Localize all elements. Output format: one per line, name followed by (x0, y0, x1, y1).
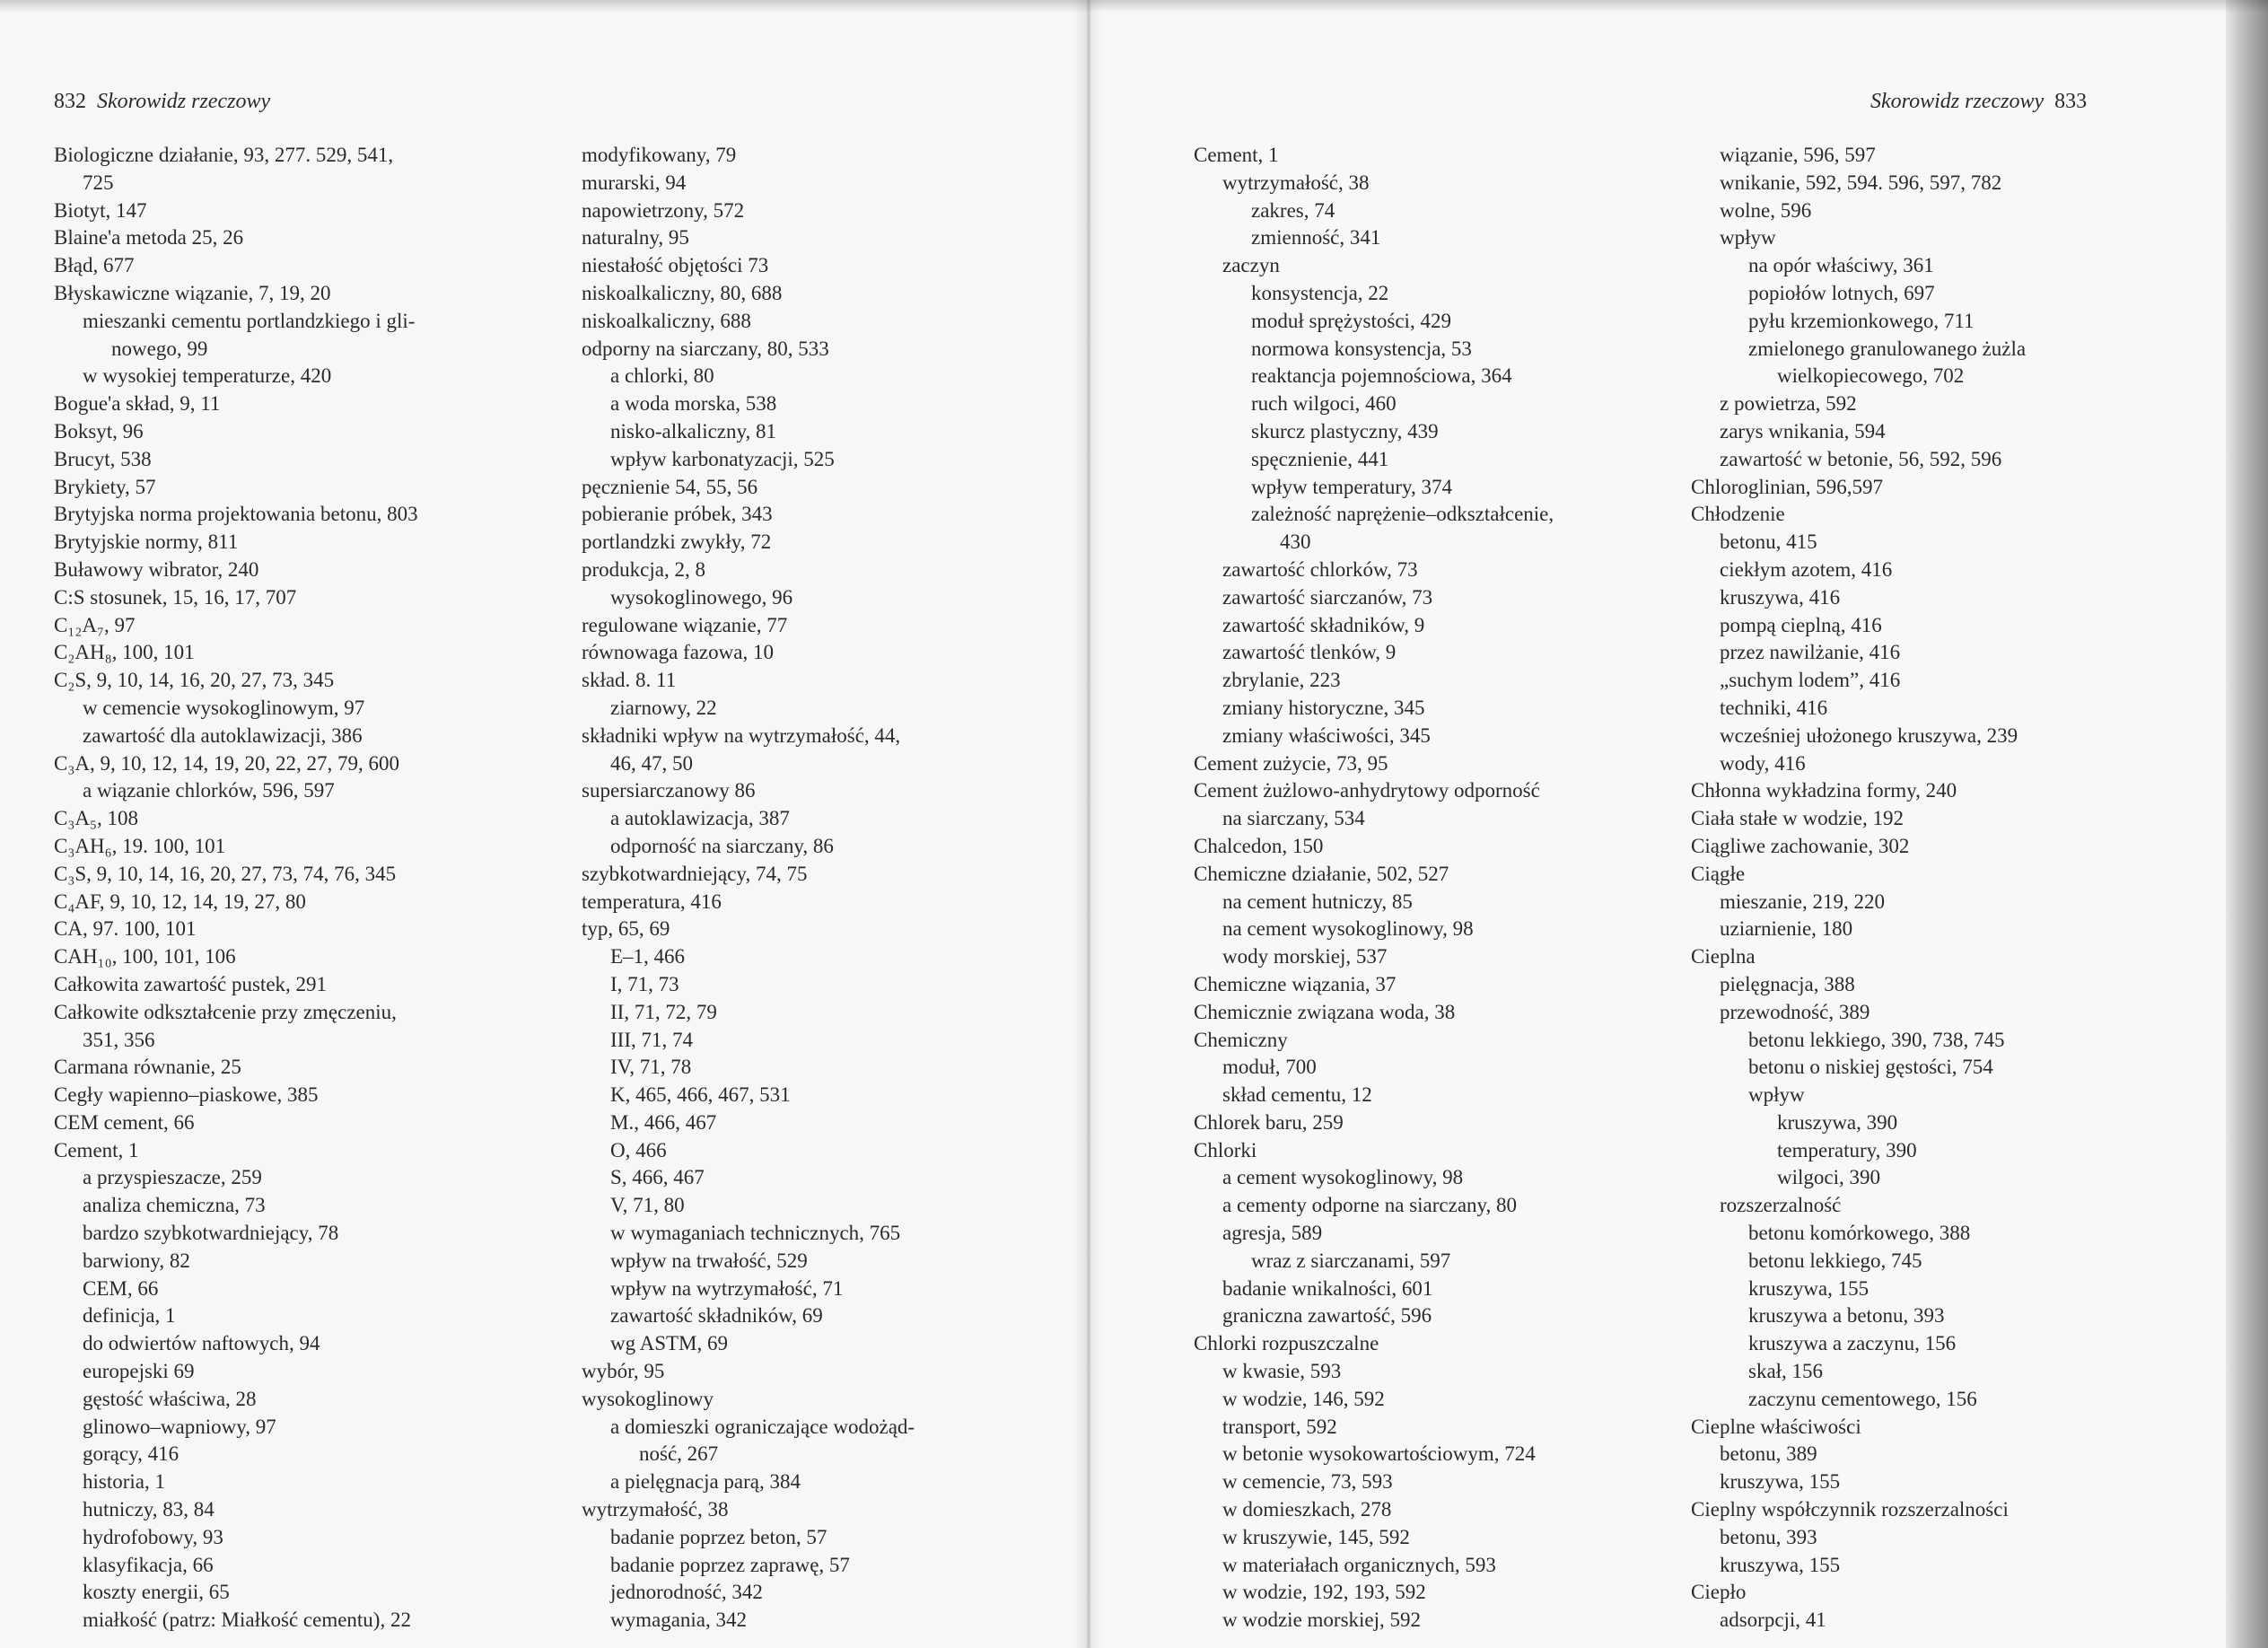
index-column-2 (582, 142, 1030, 1635)
index-entry: Cement, 1 (1194, 144, 1279, 166)
index-entry: moduł, 700 (1222, 1056, 1317, 1079)
index-entry: reaktancja pojemnościowa, 364 (1251, 364, 1512, 388)
index-entry: Buławowy wibrator, 240 (54, 557, 259, 581)
index-entry: Cement żużlowo-anhydrytowy odporność (1194, 779, 1540, 802)
right-page-header (1870, 90, 2087, 114)
right-page-number: 833 (2054, 90, 2088, 113)
index-entry: europejski 69 (83, 1360, 195, 1383)
index-entry: a przyspieszacze, 259 (83, 1166, 262, 1189)
index-entry: Chłonna wykładzina formy, 240 (1691, 779, 1957, 802)
index-entry: wcześniej ułożonego kruszywa, 239 (1720, 723, 2018, 747)
index-entry: a wiązanie chlorków, 596, 597 (83, 779, 335, 802)
index-entry: pobieranie próbek, 343 (582, 503, 773, 526)
index-entry: do odwiertów naftowych, 94 (83, 1332, 320, 1355)
index-entry: temperatury, 390 (1777, 1138, 1917, 1161)
index-entry: graniczna zawartość, 596 (1222, 1304, 1432, 1328)
index-entry: zmiany historyczne, 345 (1222, 696, 1425, 719)
index-entry: glinowo–wapniowy, 97 (83, 1415, 276, 1438)
index-entry: 430 (1280, 530, 1311, 554)
index-entry: produkcja, 2, 8 (582, 557, 705, 581)
index-entry: hydrofobowy, 93 (83, 1525, 223, 1548)
index-entry: w wodzie, 192, 193, 592 (1222, 1581, 1426, 1604)
index-entry: w wodzie morskiej, 592 (1222, 1609, 1422, 1632)
index-entry: C₃AH₆, 19. 100, 101 (54, 834, 226, 857)
index-entry: wg ASTM, 69 (610, 1332, 728, 1355)
index-entry: Brytyjskie normy, 811 (54, 530, 239, 554)
index-entry: Błąd, 677 (54, 254, 135, 277)
page-edge (2226, 0, 2268, 1648)
index-entry: Cement, 1 (54, 1138, 139, 1161)
index-entry: zawartość chlorków, 73 (1222, 557, 1418, 581)
index-entry: Całkowite odkształcenie przy zmęczeniu, (54, 1000, 397, 1023)
index-entry: zawartość siarczanów, 73 (1222, 585, 1433, 609)
index-entry: ność, 267 (639, 1442, 719, 1466)
index-entry: na cement hutniczy, 85 (1222, 890, 1413, 913)
index-entry: w cemencie, 73, 593 (1222, 1470, 1393, 1494)
index-entry: C₄AF, 9, 10, 12, 14, 19, 27, 80 (54, 890, 306, 913)
index-entry: murarski, 94 (582, 171, 687, 194)
index-entry: przewodność, 389 (1720, 1000, 1870, 1023)
index-entry: V, 71, 80 (610, 1194, 685, 1217)
index-entry: Cement zużycie, 73, 95 (1194, 751, 1388, 775)
index-entry: skurcz plastyczny, 439 (1251, 419, 1439, 443)
index-entry: nowego, 99 (111, 337, 208, 360)
index-entry: niestałość objętości 73 (582, 254, 769, 277)
index-entry: Cieplny współczynnik rozszerzalności (1691, 1498, 2009, 1521)
index-entry: C₂AH₈, 100, 101 (54, 641, 195, 664)
index-entry: Boksyt, 96 (54, 419, 144, 443)
index-entry: w domieszkach, 278 (1222, 1498, 1392, 1521)
index-entry: CEM, 66 (83, 1276, 159, 1300)
index-entry: nisko-alkaliczny, 81 (610, 419, 777, 443)
index-entry: C₂S, 9, 10, 14, 16, 20, 27, 73, 345 (54, 669, 335, 692)
index-entry: Ciągłe (1691, 862, 1746, 885)
index-entry: przez nawilżanie, 416 (1720, 641, 1901, 664)
index-entry: moduł sprężystości, 429 (1251, 309, 1451, 332)
index-entry: zmienność, 341 (1251, 226, 1381, 250)
index-entry: zmielonego granulowanego żużla (1748, 337, 2027, 360)
index-entry: Ciepło (1691, 1581, 1747, 1604)
index-entry: kruszywa, 416 (1720, 585, 1841, 609)
index-entry: zmiany właściwości, 345 (1222, 723, 1431, 747)
index-entry: w wysokiej temperaturze, 420 (83, 364, 332, 388)
index-entry: typ, 65, 69 (582, 917, 670, 941)
index-entry: wnikanie, 592, 594. 596, 597, 782 (1720, 171, 2002, 194)
index-entry: kruszywa, 155 (1748, 1276, 1870, 1300)
index-entry: betonu, 393 (1720, 1525, 1817, 1548)
index-entry: hutniczy, 83, 84 (83, 1498, 215, 1521)
index-entry: Brytyjska norma projektowania betonu, 803 (54, 503, 418, 526)
index-entry: ziarnowy, 22 (610, 696, 717, 719)
index-entry: w kruszywie, 145, 592 (1222, 1525, 1410, 1548)
index-entry: wpływ temperatury, 374 (1251, 475, 1452, 498)
index-entry: „suchym lodem”, 416 (1720, 669, 1901, 692)
index-entry: betonu, 389 (1720, 1442, 1817, 1466)
index-entry: w wymaganiach technicznych, 765 (610, 1222, 901, 1245)
index-entry: zawartość w betonie, 56, 592, 596 (1720, 447, 2002, 470)
index-entry: 46, 47, 50 (610, 751, 693, 775)
index-entry: wpływ (1720, 226, 1776, 250)
index-entry: wpływ (1748, 1083, 1805, 1107)
index-entry: 351, 356 (83, 1028, 155, 1051)
index-entry: kruszywa, 155 (1720, 1470, 1841, 1494)
index-entry: Chemiczny (1194, 1028, 1288, 1051)
index-entry: miałkość (patrz: Miałkość cementu), 22 (83, 1609, 411, 1632)
index-entry: a chlorki, 80 (610, 364, 714, 388)
index-entry: a woda morska, 538 (610, 392, 777, 416)
index-entry: konsystencja, 22 (1251, 281, 1389, 304)
left-page (0, 0, 1088, 1648)
index-entry: regulowane wiązanie, 77 (582, 613, 788, 636)
index-entry: badanie poprzez zaprawę, 57 (610, 1553, 850, 1576)
index-entry: napowietrzony, 572 (582, 198, 745, 222)
index-entry: naturalny, 95 (582, 226, 689, 250)
index-entry: C₃A, 9, 10, 12, 14, 19, 20, 22, 27, 79, 600 (54, 751, 399, 775)
index-entry: ruch wilgoci, 460 (1251, 392, 1397, 416)
index-entry: gorący, 416 (83, 1442, 180, 1466)
index-entry: pęcznienie 54, 55, 56 (582, 475, 758, 498)
index-entry: CAH₁₀, 100, 101, 106 (54, 945, 236, 969)
index-entry: wiązanie, 596, 597 (1720, 144, 1876, 166)
index-entry: historia, 1 (83, 1470, 165, 1494)
index-entry: wytrzymałość, 38 (1222, 171, 1370, 194)
index-entry: rozszerzalność (1720, 1194, 1842, 1217)
index-entry: klasyfikacja, 66 (83, 1553, 214, 1576)
index-entry: odporny na siarczany, 80, 533 (582, 337, 829, 360)
index-entry: wilgoci, 390 (1777, 1166, 1880, 1189)
index-entry: Ciągliwe zachowanie, 302 (1691, 834, 1910, 857)
index-entry: Brykiety, 57 (54, 475, 156, 498)
index-entry: definicja, 1 (83, 1304, 176, 1328)
index-entry: zaczynu cementowego, 156 (1748, 1387, 1977, 1410)
index-entry: bardzo szybkotwardniejący, 78 (83, 1222, 339, 1245)
index-entry: zawartość tlenków, 9 (1222, 641, 1397, 664)
index-entry: a pielęgnacja parą, 384 (610, 1470, 801, 1494)
index-entry: w materiałach organicznych, 593 (1222, 1553, 1496, 1576)
index-entry: Chemiczne działanie, 502, 527 (1194, 862, 1449, 885)
index-entry: Cieplne właściwości (1691, 1415, 1861, 1438)
index-column-1 (54, 142, 503, 1635)
index-entry: skał, 156 (1748, 1360, 1824, 1383)
index-entry: a cement wysokoglinowy, 98 (1222, 1166, 1464, 1189)
index-entry: agresja, 589 (1222, 1222, 1323, 1245)
index-entry: na cement wysokoglinowy, 98 (1222, 917, 1474, 941)
index-entry: Całkowita zawartość pustek, 291 (54, 972, 328, 995)
index-entry: C₁₂A₇, 97 (54, 613, 136, 636)
index-entry: na opór właściwy, 361 (1748, 254, 1934, 277)
index-entry: normowa konsystencja, 53 (1251, 337, 1472, 360)
index-entry: barwiony, 82 (83, 1249, 190, 1272)
index-entry: Chemicznie związana woda, 38 (1194, 1000, 1456, 1023)
book-gutter-shadow (1073, 0, 1103, 1648)
index-entry: koszty energii, 65 (83, 1581, 230, 1604)
index-entry: kruszywa a zaczynu, 156 (1748, 1332, 1957, 1355)
index-entry: techniki, 416 (1720, 696, 1828, 719)
index-entry: zarys wnikania, 594 (1720, 419, 1886, 443)
index-entry: wpływ na wytrzymałość, 71 (610, 1276, 844, 1300)
index-entry: na siarczany, 534 (1222, 807, 1365, 830)
index-entry: Cieplna (1691, 945, 1756, 969)
index-entry: kruszywa, 390 (1777, 1110, 1898, 1134)
index-entry: mieszanki cementu portlandzkiego i gli- (83, 309, 416, 332)
index-entry: zaczyn (1222, 254, 1280, 277)
index-entry: adsorpcji, 41 (1720, 1609, 1826, 1632)
index-entry: C₃S, 9, 10, 14, 16, 20, 27, 73, 74, 76, 345 (54, 862, 397, 885)
index-entry: ciekłym azotem, 416 (1720, 557, 1893, 581)
left-page-header (54, 90, 270, 114)
index-entry: betonu o niskiej gęstości, 754 (1748, 1056, 1993, 1079)
index-entry: wysokoglinowego, 96 (610, 585, 793, 609)
index-entry: jednorodność, 342 (610, 1581, 763, 1604)
index-entry: C₃A₅, 108 (54, 807, 138, 830)
index-entry: analiza chemiczna, 73 (83, 1194, 266, 1217)
index-entry: zależność naprężenie–odkształcenie, (1251, 503, 1554, 526)
index-entry: zakres, 74 (1251, 198, 1335, 222)
index-entry: zawartość składników, 69 (610, 1304, 823, 1328)
index-entry: III, 71, 74 (610, 1028, 693, 1051)
index-entry: w cemencie wysokoglinowym, 97 (83, 696, 365, 719)
index-entry: wolne, 596 (1720, 198, 1812, 222)
index-entry: transport, 592 (1222, 1415, 1337, 1438)
index-column-4 (1691, 142, 2140, 1635)
index-entry: skład cementu, 12 (1222, 1083, 1372, 1107)
index-entry: gęstość właściwa, 28 (83, 1387, 257, 1410)
index-entry: supersiarczanowy 86 (582, 779, 756, 802)
index-entry: w betonie wysokowartościowym, 724 (1222, 1442, 1536, 1466)
index-entry: Biologiczne działanie, 93, 277. 529, 541, (54, 144, 394, 166)
index-entry: z powietrza, 592 (1720, 392, 1857, 416)
index-entry: niskoalkaliczny, 688 (582, 309, 751, 332)
index-entry: betonu, 415 (1720, 530, 1817, 554)
index-entry: Chalcedon, 150 (1194, 834, 1324, 857)
index-entry: pielęgnacja, 388 (1720, 972, 1855, 995)
index-entry: a cementy odporne na siarczany, 80 (1222, 1194, 1518, 1217)
index-entry: składniki wpływ na wytrzymałość, 44, (582, 723, 901, 747)
index-entry: II, 71, 72, 79 (610, 1000, 717, 1023)
index-entry: betonu lekkiego, 745 (1748, 1249, 1922, 1272)
index-entry: Chloroglinian, 596,597 (1691, 475, 1884, 498)
index-entry: Brucyt, 538 (54, 447, 152, 470)
index-entry: Biotyt, 147 (54, 198, 147, 222)
index-entry: I, 71, 73 (610, 972, 679, 995)
index-entry: odporność na siarczany, 86 (610, 834, 834, 857)
index-entry: zawartość składników, 9 (1222, 613, 1425, 636)
index-entry: wysokoglinowy (582, 1387, 714, 1410)
left-page-number: 832 (54, 90, 86, 113)
index-entry: w kwasie, 593 (1222, 1360, 1342, 1383)
index-column-3 (1194, 142, 1642, 1635)
index-entry: wody morskiej, 537 (1222, 945, 1388, 969)
index-entry: w wodzie, 146, 592 (1222, 1387, 1385, 1410)
index-entry: temperatura, 416 (582, 890, 722, 913)
index-entry: CEM cement, 66 (54, 1110, 195, 1134)
index-entry: E–1, 466 (610, 945, 686, 969)
index-entry: Blaine'a metoda 25, 26 (54, 226, 244, 250)
left-page-running-title: Skorowidz rzeczowy (97, 90, 271, 113)
index-entry: niskoalkaliczny, 80, 688 (582, 281, 783, 304)
index-entry: mieszanie, 219, 220 (1720, 890, 1885, 913)
index-entry: Chlorki (1194, 1138, 1257, 1161)
index-entry: Chłodzenie (1691, 503, 1785, 526)
index-entry: Bogue'a skład, 9, 11 (54, 392, 221, 416)
index-entry: kruszywa, 155 (1720, 1553, 1841, 1576)
index-entry: modyfikowany, 79 (582, 144, 737, 166)
index-entry: wpływ karbonatyzacji, 525 (610, 447, 835, 470)
index-entry: Chlorki rozpuszczalne (1194, 1332, 1379, 1355)
index-entry: Carmana równanie, 25 (54, 1056, 241, 1079)
index-entry: Chemiczne wiązania, 37 (1194, 972, 1397, 995)
index-entry: pyłu krzemionkowego, 711 (1748, 309, 1975, 332)
index-entry: wody, 416 (1720, 751, 1806, 775)
index-entry: badanie poprzez beton, 57 (610, 1525, 828, 1548)
index-entry: Cegły wapienno–piaskowe, 385 (54, 1083, 319, 1107)
index-entry: a domieszki ograniczające wodożąd- (610, 1415, 915, 1438)
index-entry: wybór, 95 (582, 1360, 665, 1383)
index-entry: betonu komórkowego, 388 (1748, 1222, 1971, 1245)
index-entry: kruszywa a betonu, 393 (1748, 1304, 1945, 1328)
index-entry: S, 466, 467 (610, 1166, 705, 1189)
index-entry: C:S stosunek, 15, 16, 17, 707 (54, 585, 297, 609)
index-entry: Błyskawiczne wiązanie, 7, 19, 20 (54, 281, 331, 304)
index-entry: wielkopiecowego, 702 (1777, 364, 1965, 388)
index-entry: a autoklawizacja, 387 (610, 807, 790, 830)
index-entry: 725 (83, 171, 114, 194)
index-entry: betonu lekkiego, 390, 738, 745 (1748, 1028, 2005, 1051)
index-entry: IV, 71, 78 (610, 1056, 692, 1079)
index-entry: Chlorek baru, 259 (1194, 1110, 1344, 1134)
index-entry: wytrzymałość, 38 (582, 1498, 729, 1521)
index-entry: O, 466 (610, 1138, 667, 1161)
right-page-running-title: Skorowidz rzeczowy (1870, 90, 2045, 113)
index-entry: spęcznienie, 441 (1251, 447, 1389, 470)
index-entry: badanie wnikalności, 601 (1222, 1276, 1433, 1300)
index-entry: równowaga fazowa, 10 (582, 641, 774, 664)
index-entry: skład. 8. 11 (582, 669, 677, 692)
index-entry: Ciała stałe w wodzie, 192 (1691, 807, 1904, 830)
index-entry: pompą cieplną, 416 (1720, 613, 1882, 636)
index-entry: zbrylanie, 223 (1222, 669, 1341, 692)
index-entry: CA, 97. 100, 101 (54, 917, 197, 941)
top-shadow (0, 0, 2268, 13)
index-entry: wymagania, 342 (610, 1609, 748, 1632)
index-entry: zawartość dla autoklawizacji, 386 (83, 723, 363, 747)
index-entry: portlandzki zwykły, 72 (582, 530, 772, 554)
index-entry: popiołów lotnych, 697 (1748, 281, 1935, 304)
index-entry: uziarnienie, 180 (1720, 917, 1853, 941)
right-page (1088, 0, 2246, 1648)
index-entry: M., 466, 467 (610, 1110, 717, 1134)
index-entry: K, 465, 466, 467, 531 (610, 1083, 791, 1107)
index-entry: wpływ na trwałość, 529 (610, 1249, 808, 1272)
index-entry: wraz z siarczanami, 597 (1251, 1249, 1451, 1272)
index-entry: szybkotwardniejący, 74, 75 (582, 862, 808, 885)
